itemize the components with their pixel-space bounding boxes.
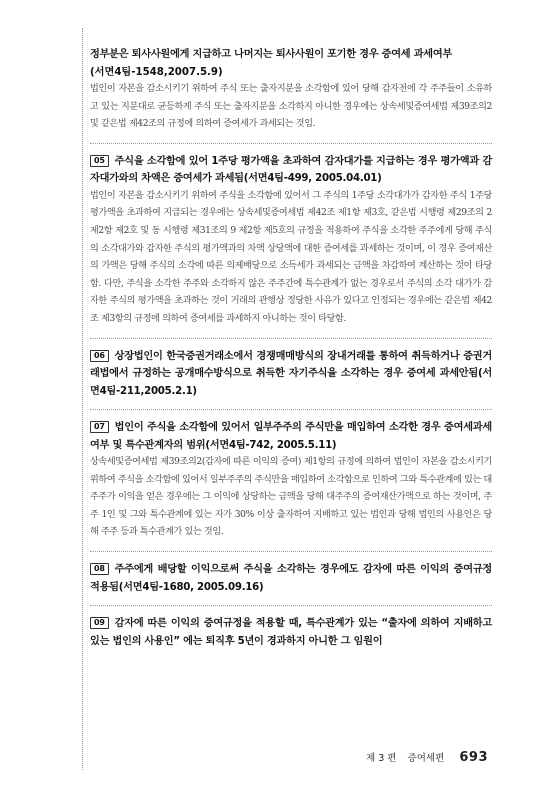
section-divider (90, 551, 492, 552)
section-05 (90, 153, 492, 329)
section-continued (90, 46, 492, 134)
section-body: 법인이 자본을 감소시키기 위하여 주식 또는 출자지분을 소각함에 있어 당해 감자전에 각 주주들이 소유하고 있는 지분대로 균등하게 주식 또는 출자지분을 소각하지 아니한 경우에는 상속세및증여세법 제39조의2 및 같은법 제42조의 규정에 의하여 증여세가 과세되는 것임. (90, 84, 492, 130)
footer-part-label: 제 3 편 (366, 753, 397, 764)
section-07 (90, 419, 492, 542)
section-divider (90, 409, 492, 410)
section-title: 법인이 주식을 소각함에 있어서 일부주주의 주식만을 매입하여 소각한 경우 증여세과세여부 및 특수관계자의 범위(서면4팀-742, 2005.5.11) (90, 422, 492, 451)
section-title: 정부분은 퇴사사원에게 지급하고 나머지는 퇴사사원이 포기한 경우 증여세 과세여부 (90, 49, 453, 60)
section-08 (90, 561, 492, 596)
section-number-badge: 07 (90, 421, 109, 433)
section-06 (90, 348, 492, 401)
section-number-badge: 08 (90, 563, 109, 575)
section-body: 상속세및증여세법 제39조의2(감자에 따른 이익의 증여) 제1항의 규정에 의하여 법인이 자본을 감소시키기 위하여 주식을 소각함에 있어서 일부주주의 주식만을 매입하여 소각함으로 인하여 그와 특수관계에 있는 대주주가 이익을 얻은 경우에는 그 이익에 상당하는 금액을 당해 대주주의 증여재산가액으로 하는 것이며, 주주 1인 및 그와 특수관계에 있는 자가 30% 이상 출자하여 지배하고 있는 법인과 당해 법인의 사용인은 당해 주주 등과 특수관계가 있는 것임. (90, 457, 492, 538)
page-footer (366, 746, 488, 765)
section-divider (90, 338, 492, 339)
page-number: 693 (459, 750, 488, 765)
section-number-badge: 05 (90, 155, 109, 167)
section-body: 법인이 자본을 감소시키기 위하여 주식을 소각함에 있어서 그 주식의 1주당 소각대가가 감자한 주식 1주당 평가액을 초과하여 지급되는 경우에는 상속세및증여세법 제42조 제1항 제3호, 같은법 시행령 제29조의 2 제2항 제2호 및 동 시행령 제31조의 9 제2항 제5호의 규정을 적용하여 주식을 소각한 주주에게 당해 주식의 소각대가와 감자한 주식의 평가액과의 차액 상당액에 대한 증여세를 과세하는 것이며, 이 경우 증여재산의 가액은 당해 주식의 소각에 따른 의제배당으로 소득세가 과세되는 금액을 차감하여 계산하는 것이 타당함. 다만, 주식을 소각한 주주와 소각하지 않은 주주간에 특수관계가 없는 경우로서 주식의 소각 대가가 감자한 주식의 평가액을 초과하는 것이 거래의 관행상 정당한 사유가 있다고 인정되는 경우에는 같은법 제42조 제3항의 규정에 의하여 증여세를 과세하지 아니하는 것이 타당함. (90, 190, 492, 324)
section-divider (90, 605, 492, 606)
section-title: 주주에게 배당할 이익으로써 주식을 소각하는 경우에도 감자에 따른 이익의 증여규정 적용됨(서면4팀-1680, 2005.09.16) (90, 564, 492, 593)
section-title: 상장법인이 한국증권거래소에서 경쟁매매방식의 장내거래를 통하여 취득하거나 증권거래법에서 규정하는 공개매수방식으로 취득한 자기주식을 소각하는 경우 증여세 과세안됨(서면4팀-211,2005.2.1) (90, 350, 492, 397)
section-title: 감자에 따른 이익의 증여규정을 적용할 때, 특수관계가 있는 “출자에 의하여 지배하고 있는 법인의 사용인” 에는 퇴직후 5년이 경과하지 아니한 그 임원이 (90, 618, 492, 647)
section-number-badge: 09 (90, 617, 109, 629)
margin-dotted-line (82, 28, 83, 770)
section-number-badge: 06 (90, 350, 109, 362)
section-09 (90, 615, 492, 650)
section-reference: (서면4팀-1548,2007.5.9) (90, 66, 223, 78)
section-title: 주식을 소각함에 있어 1주당 평가액을 초과하여 감자대가를 지급하는 경우 평가액과 감자대가와의 차액은 증여세가 과세됨(서면4팀-499, 2005.04.01) (90, 155, 492, 185)
page-content (90, 46, 492, 650)
footer-section-name: 증여세편 (407, 753, 445, 764)
section-divider (90, 143, 492, 144)
